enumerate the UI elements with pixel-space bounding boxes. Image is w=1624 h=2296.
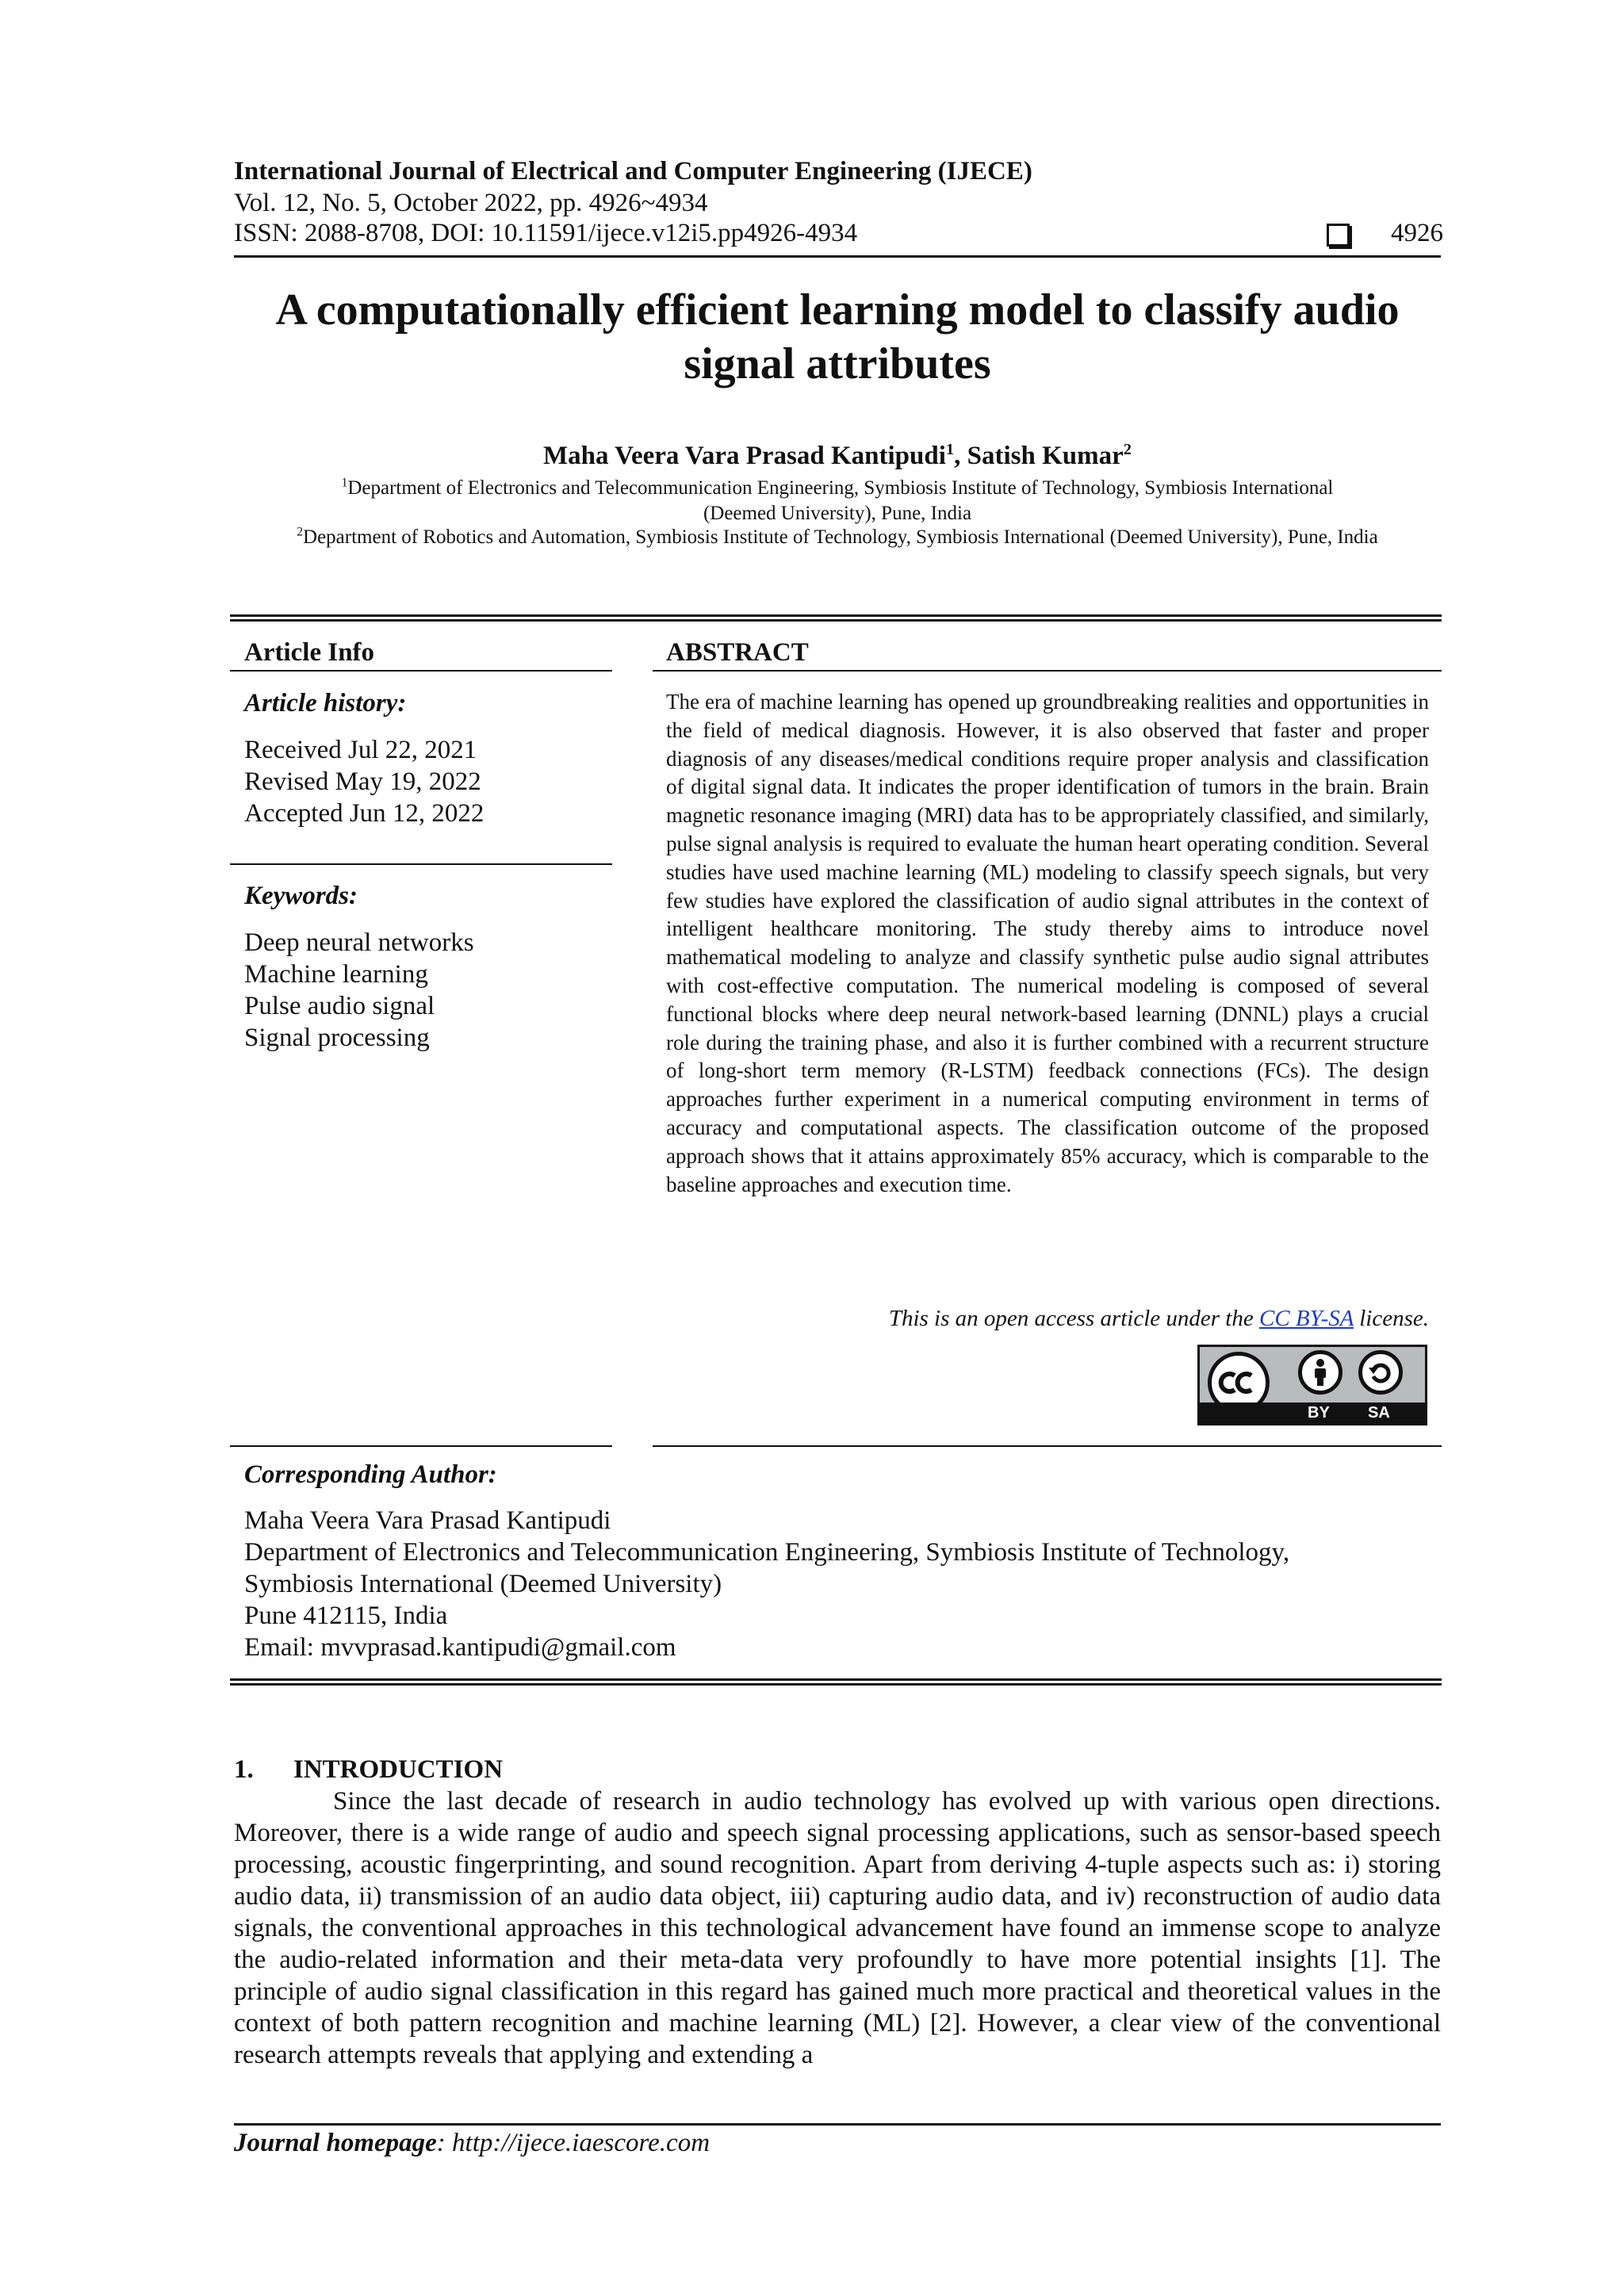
badge-label-by: BY xyxy=(1308,1404,1330,1422)
square-icon xyxy=(1327,224,1350,247)
author-2-affil: 2 xyxy=(1123,441,1132,458)
history-received: Received Jul 22, 2021 xyxy=(244,736,477,764)
corresponding-author-details xyxy=(244,1505,1442,1663)
double-rule xyxy=(230,614,1442,622)
abstract-rule xyxy=(653,670,1442,672)
license-prefix: This is an open access article under the xyxy=(888,1306,1259,1331)
keyword-item: Machine learning xyxy=(244,960,428,989)
abstract-text: The era of machine learning has opened up groundbreaking realities and opportunities in the field of medical diagnosis. However, it is also observed that faster and proper diagnosis of any diseases/medical conditions require proper analysis and classification of digital signal data. It indicates the proper identification of tumors in the brain. Brain magnetic resonance imaging (MRI) data has to be appropriately classified, and similarly, pulse signal analysis is required to evaluate the human heart operating condition. Several studies have used machine learning (ML) modeling to classify speech signals, but very few studies have explored the classification of audio signal attributes in the context of intelligent healthcare monitoring. The study thereby aims to introduce novel mathematical modeling to analyze and classify synthetic pulse audio signal attributes with cost-effective computation. The numerical modeling is composed of several functional blocks where deep neural network-based learning (DNNL) plays a crucial role during the training phase, and also it is further combined with a recurrent structure of long-short term memory (R-LSTM) feedback connections (FCs). The design approaches further experiment in a numerical computing environment in terms of accuracy and computational aspects. The classification outcome of the proposed approach shows that it attains approximately 85% accuracy, which is comparable to the baseline approaches and execution time. xyxy=(666,690,1429,1196)
keywords-heading: Keywords: xyxy=(244,882,358,910)
history-accepted: Accepted Jun 12, 2022 xyxy=(244,799,485,828)
journal-homepage xyxy=(234,2126,710,2160)
article-info-rule xyxy=(230,670,612,672)
keyword-item: Pulse audio signal xyxy=(244,992,435,1020)
corresponding-author-heading: Corresponding Author: xyxy=(244,1460,497,1489)
share-alike-icon xyxy=(1358,1350,1403,1395)
affiliation-2-sup: 2 xyxy=(297,525,304,539)
history-rule xyxy=(230,863,612,865)
corresponding-department: Department of Electronics and Telecommunication Engineering, Symbiosis Institute of Technology, xyxy=(244,1538,1290,1567)
abstract-heading: ABSTRACT xyxy=(666,638,809,667)
double-rule-bottom xyxy=(230,1678,1442,1686)
page-number: 4926 xyxy=(1391,219,1443,247)
corresponding-address: Pune 412115, India xyxy=(244,1601,448,1630)
article-info-heading: Article Info xyxy=(244,638,375,667)
introduction-text: Since the last decade of research in audio technology has evolved up with various open directions. Moreover, there is a wide range of audio and speech signal processing applications, such as sensor-based speech processing, acoustic fingerprinting, and sound recognition. Apart from deriving 4-tuple aspects such as: i) storing audio data, ii) transmission of an audio data object, iii) capturing audio data, and iv) reconstruction of audio data signals, the conventional approaches in this technological advancement have found an immense scope to analyze the audio-related information and their meta-data very profoundly to have more potential insights [1]. The principle of audio signal classification in this regard has gained much more practical and theoretical values in the context of both pattern recognition and machine learning (ML) [2]. However, a clear view of the conventional research attempts reveals that applying and extending a xyxy=(234,1787,1441,2069)
keyword-item: Signal processing xyxy=(244,1024,430,1052)
corresponding-email[interactable]: Email: mvvprasad.kantipudi@gmail.com xyxy=(244,1633,676,1662)
author-1-affil: 1 xyxy=(945,441,955,458)
corresponding-university: Symbiosis International (Deemed University) xyxy=(244,1570,722,1598)
affiliation-2 xyxy=(234,525,1441,550)
footer-rule xyxy=(234,2123,1441,2126)
cc-by-sa-link[interactable]: CC BY-SA xyxy=(1259,1306,1354,1331)
article-history-list xyxy=(244,734,484,829)
license-note xyxy=(666,1304,1429,1333)
badge-label-band xyxy=(1200,1402,1425,1423)
introduction-heading xyxy=(234,1754,503,1785)
author-2: Satish Kumar xyxy=(967,442,1124,470)
affiliation-1-sup: 1 xyxy=(341,476,348,490)
keywords-list xyxy=(244,927,474,1054)
article-info-bottom-rule xyxy=(230,1445,612,1447)
cc-by-sa-badge[interactable] xyxy=(1197,1345,1427,1425)
person-icon xyxy=(1298,1350,1342,1395)
keyword-item: Deep neural networks xyxy=(244,928,474,957)
homepage-url[interactable]: : http://ijece.iaescore.com xyxy=(436,2129,710,2157)
section-title: INTRODUCTION xyxy=(293,1755,504,1784)
paper-title xyxy=(234,283,1441,391)
affiliation-2-line-1: Department of Robotics and Automation, Symbiosis Institute of Technology, Symbiosis International (Deemed University), Pune, India xyxy=(303,526,1378,548)
history-revised: Revised May 19, 2022 xyxy=(244,767,481,796)
homepage-label: Journal homepage xyxy=(234,2129,437,2157)
author-1: Maha Veera Vara Prasad Kantipudi xyxy=(543,442,946,470)
journal-name: International Journal of Electrical and Computer Engineering (IJECE) xyxy=(234,157,1032,186)
affiliation-1-line-1: Department of Electronics and Telecommunication Engineering, Symbiosis Institute of Technology, Symbiosis International xyxy=(347,477,1334,499)
abstract-bottom-rule xyxy=(653,1445,1442,1447)
affiliation-1-line-2: (Deemed University), Pune, India xyxy=(703,503,972,524)
volume-line: Vol. 12, No. 5, October 2022, pp. 4926~4934 xyxy=(234,189,708,217)
title-line-2: signal attributes xyxy=(684,339,991,388)
issn-doi-line: ISSN: 2088-8708, DOI: 10.11591/ijece.v12i5.pp4926-4934 xyxy=(234,219,858,247)
badge-label-sa: SA xyxy=(1368,1404,1390,1422)
corresponding-name: Maha Veera Vara Prasad Kantipudi xyxy=(244,1506,611,1535)
section-number: 1. xyxy=(234,1755,254,1784)
author-list xyxy=(234,440,1441,472)
affiliation-1 xyxy=(234,476,1441,526)
license-suffix: license. xyxy=(1353,1306,1429,1331)
author-separator: , xyxy=(954,442,967,470)
article-history-heading: Article history: xyxy=(244,689,407,718)
title-line-1: A computationally efficient learning model to classify audio xyxy=(275,285,1400,335)
header-rule xyxy=(234,255,1441,258)
